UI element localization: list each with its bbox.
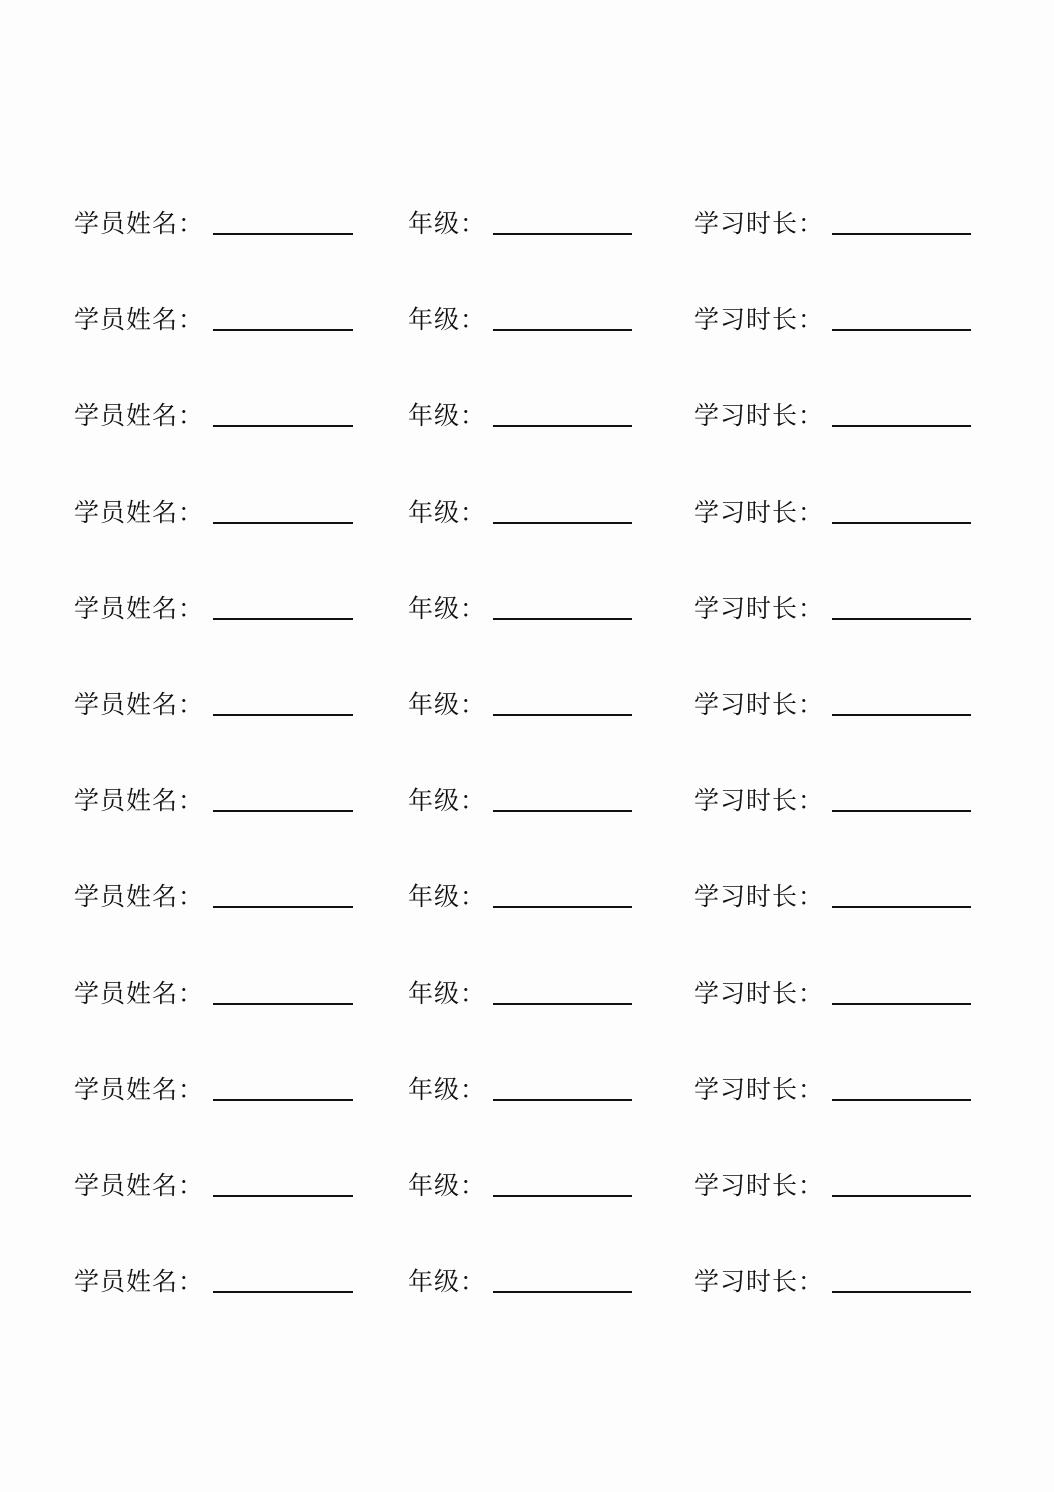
- grade-field: [408, 200, 486, 248]
- student-name-field: [74, 296, 204, 344]
- grade-field: [408, 585, 486, 633]
- form-row: [0, 873, 1054, 969]
- student-name-blank-line[interactable]: [213, 1291, 353, 1293]
- study-duration-field: [694, 1258, 824, 1306]
- study-duration-blank-line[interactable]: [832, 1291, 971, 1293]
- grade-label: 年级：: [408, 786, 487, 816]
- grade-blank-line[interactable]: [493, 522, 632, 524]
- grade-label: 年级：: [408, 689, 487, 719]
- study-duration-label: 学习时长：: [694, 401, 825, 431]
- study-duration-field: [694, 392, 824, 440]
- grade-field: [408, 1162, 486, 1210]
- form-row: [0, 777, 1054, 873]
- form-row: [0, 489, 1054, 585]
- form-row: [0, 296, 1054, 392]
- grade-label: 年级：: [408, 978, 487, 1008]
- student-name-blank-line[interactable]: [213, 425, 353, 427]
- study-duration-field: [694, 585, 824, 633]
- grade-label: 年级：: [408, 209, 487, 238]
- student-name-field: [74, 585, 204, 633]
- study-duration-blank-line[interactable]: [832, 618, 971, 620]
- student-name-label: 学员姓名：: [74, 1170, 205, 1200]
- grade-blank-line[interactable]: [493, 906, 632, 908]
- student-name-label: 学员姓名：: [74, 786, 205, 816]
- study-duration-blank-line[interactable]: [832, 522, 971, 524]
- study-duration-field: [694, 970, 824, 1018]
- grade-blank-line[interactable]: [493, 618, 632, 620]
- student-name-blank-line[interactable]: [213, 618, 353, 620]
- student-name-label: 学员姓名：: [74, 1074, 205, 1104]
- study-duration-field: [694, 1162, 824, 1210]
- form-row: [0, 585, 1054, 681]
- student-name-blank-line[interactable]: [213, 233, 353, 235]
- study-duration-blank-line[interactable]: [832, 329, 971, 331]
- study-duration-label: 学习时长：: [694, 497, 825, 527]
- grade-blank-line[interactable]: [493, 1003, 632, 1005]
- student-name-blank-line[interactable]: [213, 906, 353, 908]
- study-duration-label: 学习时长：: [694, 1074, 825, 1104]
- student-name-label: 学员姓名：: [74, 882, 205, 912]
- grade-label: 年级：: [408, 497, 487, 527]
- study-duration-label: 学习时长：: [694, 978, 825, 1008]
- grade-label: 年级：: [408, 305, 487, 335]
- study-duration-field: [694, 296, 824, 344]
- student-name-label: 学员姓名：: [74, 209, 205, 238]
- study-duration-label: 学习时长：: [694, 689, 825, 719]
- student-name-field: [74, 1258, 204, 1306]
- study-duration-label: 学习时长：: [694, 209, 825, 238]
- student-name-blank-line[interactable]: [213, 329, 353, 331]
- grade-field: [408, 970, 486, 1018]
- study-duration-field: [694, 681, 824, 729]
- study-duration-field: [694, 200, 824, 248]
- student-name-label: 学员姓名：: [74, 593, 205, 623]
- form-row: [0, 1162, 1054, 1258]
- study-duration-field: [694, 489, 824, 537]
- grade-blank-line[interactable]: [493, 233, 632, 235]
- study-duration-blank-line[interactable]: [832, 233, 971, 235]
- study-duration-label: 学习时长：: [694, 305, 825, 335]
- student-name-field: [74, 777, 204, 825]
- grade-label: 年级：: [408, 593, 487, 623]
- grade-blank-line[interactable]: [493, 810, 632, 812]
- study-duration-field: [694, 873, 824, 921]
- student-name-field: [74, 392, 204, 440]
- student-name-blank-line[interactable]: [213, 810, 353, 812]
- grade-field: [408, 777, 486, 825]
- student-name-label: 学员姓名：: [74, 978, 205, 1008]
- student-name-blank-line[interactable]: [213, 1195, 353, 1197]
- form-row: [0, 970, 1054, 1066]
- grade-blank-line[interactable]: [493, 1099, 632, 1101]
- grade-field: [408, 489, 486, 537]
- study-duration-label: 学习时长：: [694, 1170, 825, 1200]
- grade-blank-line[interactable]: [493, 1195, 632, 1197]
- study-duration-label: 学习时长：: [694, 593, 825, 623]
- form-row: [0, 200, 1054, 296]
- study-duration-blank-line[interactable]: [832, 810, 971, 812]
- grade-blank-line[interactable]: [493, 714, 632, 716]
- student-name-field: [74, 200, 204, 248]
- study-duration-blank-line[interactable]: [832, 1003, 971, 1005]
- study-duration-blank-line[interactable]: [832, 714, 971, 716]
- grade-blank-line[interactable]: [493, 425, 632, 427]
- student-name-label: 学员姓名：: [74, 497, 205, 527]
- form-rows: [0, 200, 1054, 1354]
- student-name-field: [74, 873, 204, 921]
- student-name-field: [74, 489, 204, 537]
- grade-field: [408, 1258, 486, 1306]
- study-duration-field: [694, 777, 824, 825]
- form-row: [0, 392, 1054, 488]
- student-name-field: [74, 1066, 204, 1114]
- grade-label: 年级：: [408, 882, 487, 912]
- grade-field: [408, 296, 486, 344]
- student-name-label: 学员姓名：: [74, 401, 205, 431]
- grade-field: [408, 873, 486, 921]
- grade-field: [408, 392, 486, 440]
- study-duration-label: 学习时长：: [694, 786, 825, 816]
- study-duration-label: 学习时长：: [694, 882, 825, 912]
- study-duration-blank-line[interactable]: [832, 906, 971, 908]
- form-row: [0, 1066, 1054, 1162]
- grade-blank-line[interactable]: [493, 329, 632, 331]
- study-duration-blank-line[interactable]: [832, 425, 971, 427]
- student-name-label: 学员姓名：: [74, 305, 205, 335]
- student-name-blank-line[interactable]: [213, 522, 353, 524]
- grade-label: 年级：: [408, 401, 487, 431]
- study-duration-field: [694, 1066, 824, 1114]
- student-name-field: [74, 681, 204, 729]
- grade-field: [408, 1066, 486, 1114]
- form-row: [0, 1258, 1054, 1354]
- study-duration-label: 学习时长：: [694, 1267, 825, 1297]
- grade-label: 年级：: [408, 1074, 487, 1104]
- student-name-blank-line[interactable]: [213, 714, 353, 716]
- student-name-field: [74, 1162, 204, 1210]
- student-name-field: [74, 970, 204, 1018]
- study-duration-blank-line[interactable]: [832, 1195, 971, 1197]
- form-row: [0, 681, 1054, 777]
- grade-blank-line[interactable]: [493, 1291, 632, 1293]
- student-name-label: 学员姓名：: [74, 689, 205, 719]
- grade-label: 年级：: [408, 1267, 487, 1297]
- student-name-blank-line[interactable]: [213, 1099, 353, 1101]
- student-name-blank-line[interactable]: [213, 1003, 353, 1005]
- student-name-label: 学员姓名：: [74, 1267, 205, 1297]
- grade-label: 年级：: [408, 1170, 487, 1200]
- study-duration-blank-line[interactable]: [832, 1099, 971, 1101]
- grade-field: [408, 681, 486, 729]
